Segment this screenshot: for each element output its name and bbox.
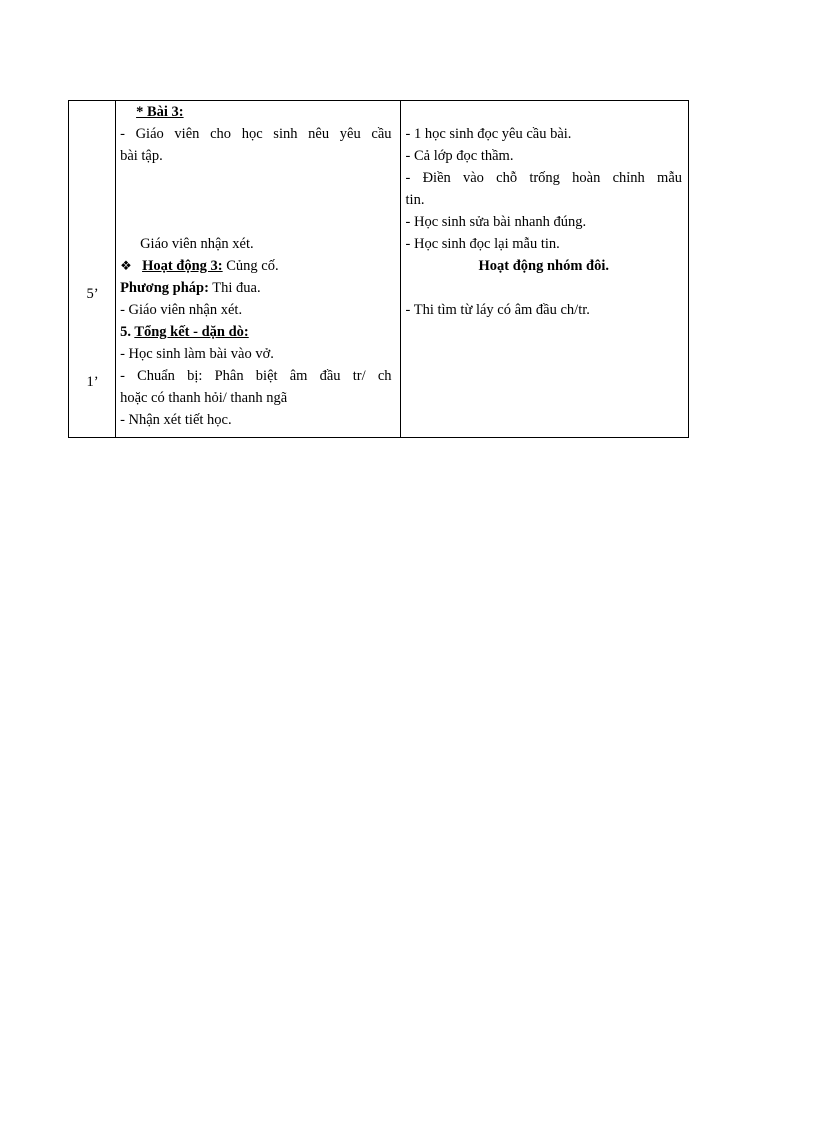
teacher-ask-requirement: - Giáo viên cho học sinh nêu yêu cầu [120, 126, 392, 142]
student-fill-blank-cont: tin. [405, 192, 425, 208]
spacer [120, 167, 391, 233]
activity-3-heading: ❖ Hoạt động 3: Củng cố. [120, 255, 391, 277]
homework-line: - Học sinh làm bài vào vở. [120, 346, 274, 362]
spacer [406, 101, 682, 123]
student-read-requirement: - 1 học sinh đọc yêu cầu bài. [405, 126, 572, 142]
teacher-activities-column [116, 101, 400, 438]
exercise-3-title: * Bài 3: [136, 104, 184, 120]
student-fill-blank: - Điền vào chỗ trống hoàn chỉnh mẫu [405, 170, 682, 186]
method-line: Phương pháp: Thi đua. [120, 280, 261, 296]
student-activities-column [400, 101, 688, 438]
diamond-bullet-icon: ❖ [120, 258, 132, 273]
spacer [406, 277, 682, 299]
table-row [69, 101, 689, 438]
student-fix-exercise: - Học sinh sửa bài nhanh đúng. [405, 214, 587, 230]
teacher-remark-2: - Giáo viên nhận xét. [120, 302, 243, 318]
lesson-review-line: - Nhận xét tiết học. [120, 412, 232, 428]
summary-heading: 5. Tổng kết - dặn dò: [120, 324, 249, 340]
prepare-line: - Chuẩn bị: Phân biệt âm đầu tr/ ch [120, 368, 392, 384]
student-reread: - Học sinh đọc lại mẫu tin. [405, 236, 560, 252]
time-mark-5-minutes: 5’ [86, 286, 99, 302]
time-mark-1-minute: 1’ [86, 374, 99, 390]
prepare-line-cont: hoặc có thanh hỏi/ thanh ngã [120, 390, 288, 406]
lesson-plan-table [68, 100, 689, 438]
teacher-ask-requirement-cont: bài tập. [120, 148, 163, 164]
student-silent-read: - Cả lớp đọc thầm. [405, 148, 514, 164]
time-column [69, 101, 116, 438]
teacher-remark: Giáo viên nhận xét. [140, 236, 254, 252]
pair-activity-label: Hoạt động nhóm đôi. [478, 258, 610, 274]
student-contest: - Thi tìm từ láy có âm đầu ch/tr. [405, 302, 590, 318]
